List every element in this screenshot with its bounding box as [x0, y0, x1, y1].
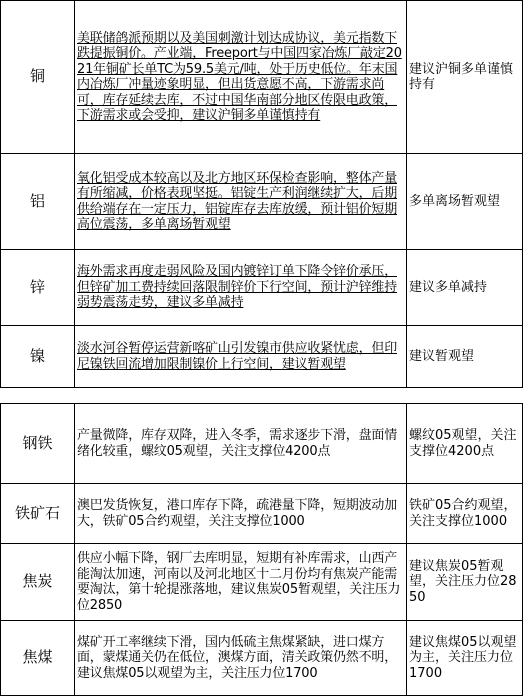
table-row-iron-ore	[1, 484, 523, 544]
table-row-aluminum	[1, 154, 523, 250]
table-row-coke	[1, 544, 523, 621]
commodity-name: 焦煤	[1, 621, 75, 696]
commodity-name: 铁矿石	[1, 484, 75, 544]
commodity-name: 镍	[1, 326, 75, 388]
table-row-steel	[1, 404, 523, 484]
commodity-advice: 建议暂观望	[407, 326, 523, 388]
commodity-analysis: 澳巴发货恢复，港口库存下降，疏港量下降，短期波动加大，铁矿05合约观望，关注支撑位1000	[75, 484, 407, 544]
commodity-name: 铜	[1, 1, 75, 154]
commodity-analysis: 淡水河谷暂停运营新喀矿山引发镍市供应收紧忧虑，但印尼镍铁回流增加限制镍价上行空间，建议暂观望	[75, 326, 407, 388]
commodity-analysis: 煤矿开工率继续下滑，国内低硫主焦煤紧缺，进口煤方面，蒙煤通关仍在低位，澳煤方面，清关政策仍然不明，建议焦煤05以观望为主，关注压力位1700	[75, 621, 407, 696]
table-row-copper	[1, 1, 523, 154]
commodity-name: 钢铁	[1, 404, 75, 484]
commodity-advice: 建议多单减持	[407, 250, 523, 326]
black-series-table	[0, 403, 523, 696]
commodity-name: 铝	[1, 154, 75, 250]
commodity-advice: 铁矿05合约观望，关注支撑位1000	[407, 484, 523, 544]
commodity-name: 焦炭	[1, 544, 75, 621]
commodity-analysis: 美联储鸽派预期以及美国刺激计划达成协议，美元指数下跌提振铜价。产业端，Freeport与中国四家冶炼厂敲定2021年铜矿长单TC为59.5美元/吨，处于历史低位。年末国内冶炼厂冲量迹象明显，但出货意愿不高，下游需求尚可，库存延续去库，不过中国华南部分地区传限电政策，下游需求或会受抑，建议沪铜多单谨慎持有	[75, 1, 407, 154]
commodity-analysis: 海外需求再度走弱风险及国内镀锌订单下降令锌价承压，但锌矿加工费持续回落限制锌价下行空间，预计沪锌维持弱势震荡走势，建议多单减持	[75, 250, 407, 326]
commodity-analysis: 氧化铝受成本较高以及北方地区环保检查影响，整体产量有所缩减，价格表现坚挺。铝锭生产利润继续扩大，后期供给端存在一定压力，铝锭库存去库放缓，预计铝价短期高位震荡，多单离场暂观望	[75, 154, 407, 250]
commodity-advice: 建议焦炭05暂观望，关注压力位2850	[407, 544, 523, 621]
commodity-analysis: 供应小幅下降，钢厂去库明显，短期有补库需求，山西产能淘汰加速，河南以及河北地区十二月份均有焦炭产能需要淘汰，第十轮提涨落地，建议焦炭05暂观望，关注压力位2850	[75, 544, 407, 621]
commodity-advice: 建议焦煤05以观望为主，关注压力位1700	[407, 621, 523, 696]
table-row-coking-coal	[1, 621, 523, 696]
commodity-analysis: 产量微降，库存双降，进入冬季，需求逐步下滑，盘面情绪化较重，螺纹05观望，关注支撑位4200点	[75, 404, 407, 484]
commodity-advice: 多单离场暂观望	[407, 154, 523, 250]
commodity-name: 锌	[1, 250, 75, 326]
table-row-zinc	[1, 250, 523, 326]
commodity-advice: 螺纹05观望，关注支撑位4200点	[407, 404, 523, 484]
commodity-advice: 建议沪铜多单谨慎持有	[407, 1, 523, 154]
table-row-nickel	[1, 326, 523, 388]
